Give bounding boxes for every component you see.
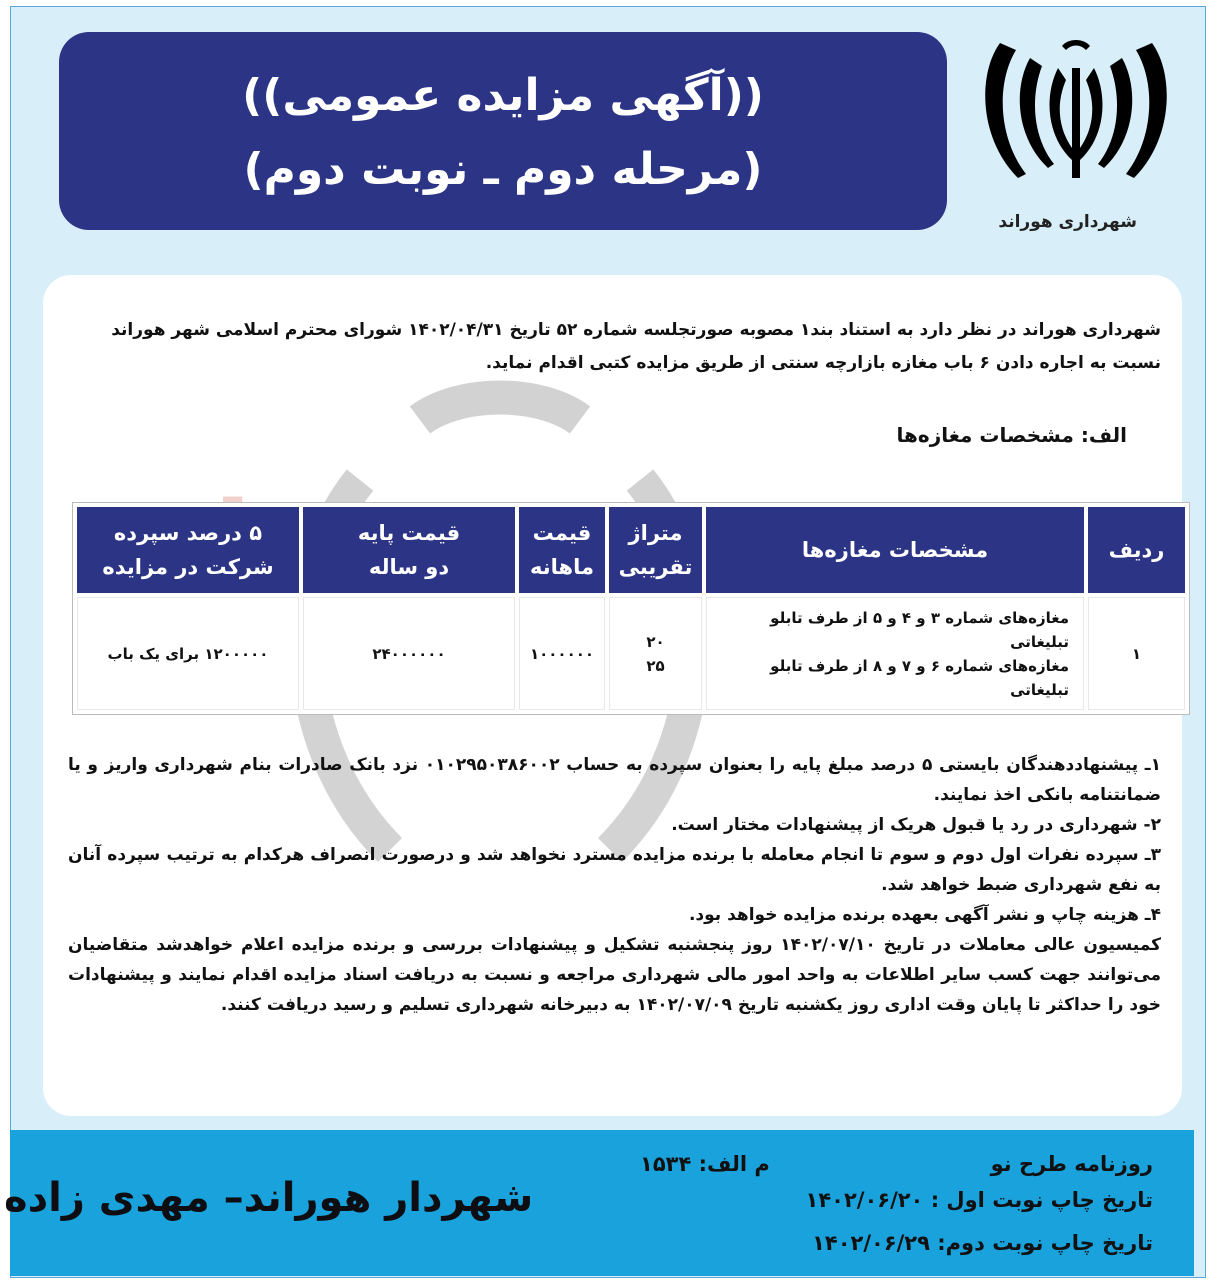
cell-area-line2: ۲۵: [646, 656, 665, 675]
intro-line-2: نسبت به اجاره دادن ۶ باب مغازه بازارچه سنتی از طریق مزایده کتبی اقدام نماید.: [485, 353, 1161, 373]
header-monthly-line1: قیمت: [532, 521, 592, 545]
header-monthly-line2: ماهانه: [530, 555, 594, 579]
header-area: [609, 507, 702, 593]
cell-base: ۲۴۰۰۰۰۰۰: [303, 597, 515, 710]
header-deposit: [77, 507, 299, 593]
cell-deposit: ۱۲۰۰۰۰۰ برای یک باب: [77, 597, 299, 710]
reference-number: م الف: ۱۵۳۴: [640, 1152, 770, 1176]
cell-spec-line1: مغازه‌های شماره ۳ و ۴ و ۵ از طرف تابلو تبلیغاتی: [770, 608, 1069, 651]
header-row-index: ردیف: [1088, 507, 1185, 593]
cell-area: [609, 597, 702, 710]
title-line-1: ((آگهی مزایده عمومی)): [242, 70, 764, 121]
mayor-signature: شهردار هوراند– مهدی زاده: [4, 1175, 534, 1221]
title-line-2: (مرحله دوم ـ نوبت دوم): [243, 144, 763, 195]
org-name: شهرداری هوراند: [998, 212, 1137, 232]
title-banner: [59, 32, 947, 230]
header-base-line1: قیمت پایه: [357, 521, 461, 545]
cell-index: ۱: [1088, 597, 1185, 710]
cell-spec-line2: مغازه‌های شماره ۶ و ۷ و ۸ از طرف تابلو تبلیغاتی: [770, 656, 1069, 699]
header-area-line2: تقریبی: [618, 555, 693, 579]
cell-specs: [706, 597, 1084, 710]
header-deposit-line1: ۵ درصد سپرده: [113, 521, 263, 545]
iran-emblem-icon: [978, 28, 1174, 188]
table-row: [77, 597, 1185, 710]
header-area-line1: متراژ: [628, 521, 683, 545]
print-date-second: تاریخ چاپ نوبت دوم: ۱۴۰۲/۰۶/۲۹: [812, 1231, 1153, 1255]
closing-paragraph: کمیسیون عالی معاملات در تاریخ ۱۴۰۲/۰۷/۱۰ روز پنجشنبه تشکیل و پیشنهادات بررسی و برنده مزایده اعلام خواهدشد متقاضیان می‌توانند جهت کسب سایر اطلاعات به واحد امور مالی شهرداری مراجعه و نسبت به دریافت اسناد مزایده اقدام نمایند و پیشنهادات خود را حداکثر تا پایان وقت اداری روز یکشنبه تاریخ ۱۴۰۲/۰۷/۰۹ به دبیرخانه شهرداری تسلیم و رسید دریافت کنند.: [68, 935, 1161, 1015]
table-header-row: [77, 507, 1185, 593]
header-deposit-line2: شرکت در مزایده: [102, 555, 274, 579]
clause-2: ۲- شهرداری در رد یا قبول هریک از پیشنهادات مختار است.: [671, 815, 1161, 835]
clause-1: ۱ـ پیشنهاددهندگان بایستی ۵ درصد مبلغ پایه را بعنوان سپرده به حساب ۰۱۰۲۹۵۰۳۸۶۰۰۲ نزد بانک صادرات بنام شهرداری واریز و یا ضمانتنامه بانکی اخذ نمایند.: [68, 755, 1162, 805]
clauses-list: [68, 750, 1161, 1020]
cell-monthly: ۱۰۰۰۰۰۰: [519, 597, 605, 710]
header-base-line2: دو ساله: [368, 555, 450, 579]
header-base: [303, 507, 515, 593]
intro-line-1: شهرداری هوراند در نظر دارد به استناد بند۱ مصوبه صورتجلسه شماره ۵۲ تاریخ ۱۴۰۲/۰۴/۳۱ شورای محترم اسلامی شهر هوراند: [111, 320, 1161, 340]
section-title: الف: مشخصات مغازه‌ها: [896, 423, 1127, 447]
header-monthly: [519, 507, 605, 593]
newspaper-name: روزنامه طرح نو: [990, 1152, 1153, 1176]
cell-area-line1: ۲۰: [646, 632, 665, 651]
clause-3: ۳ـ سپرده نفرات اول دوم و سوم تا انجام معامله با برنده مزایده مسترد نخواهد شد و درصورت انصراف هرکدام به ترتیب سپرده آنان به نفع شهرداری ضبط خواهد شد.: [68, 845, 1161, 895]
clause-4: ۴ـ هزینه چاپ و نشر آگهی بعهده برنده مزایده خواهد بود.: [688, 905, 1161, 925]
shops-table: [72, 502, 1190, 715]
print-date-first: تاریخ چاپ نوبت اول : ۱۴۰۲/۰۶/۲۰: [805, 1188, 1153, 1212]
header-specs: مشخصات مغازه‌ها: [706, 507, 1084, 593]
